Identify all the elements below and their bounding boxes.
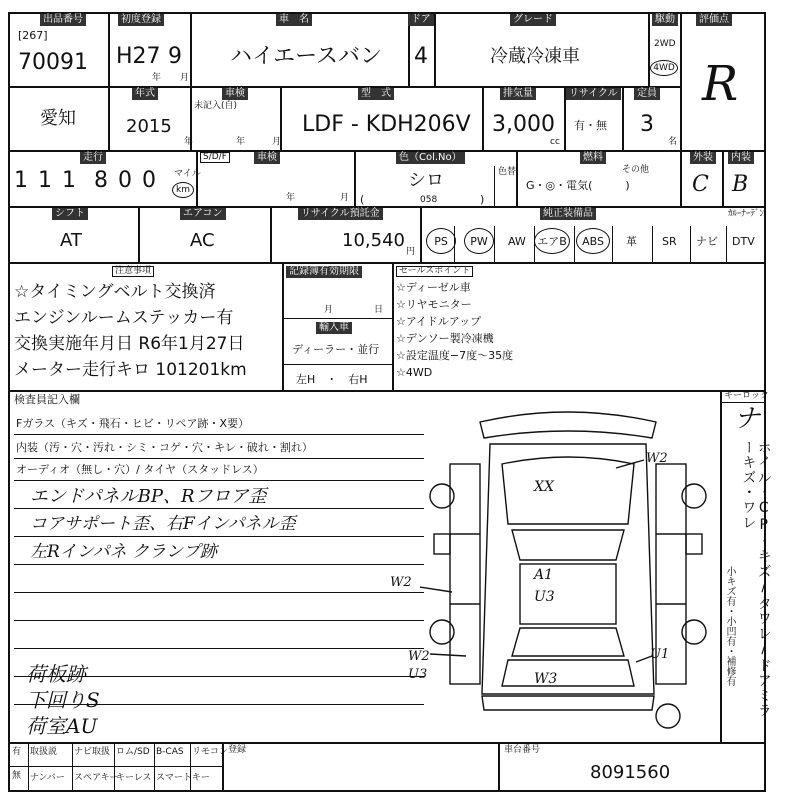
header-model-year: 年式 xyxy=(132,88,158,100)
color-name: シロ xyxy=(408,170,444,191)
header-notes: 注意事項 xyxy=(112,266,154,277)
interior-grade: B xyxy=(732,172,749,197)
diagram-mark-center1: A1 xyxy=(534,567,554,583)
equipment-airbag: エアB xyxy=(534,228,570,254)
model-year-unit: 年 xyxy=(184,137,194,147)
header-exterior: 外装 xyxy=(690,152,716,164)
handle-options: 左H ・ 右H xyxy=(296,373,368,386)
inspection-year: 年 xyxy=(236,137,246,147)
side-legend-2: 小キズ有・小凹有・補修有 xyxy=(724,566,735,686)
header-grade: グレード xyxy=(510,14,556,26)
diagram-mark-right-top: W2 xyxy=(646,451,668,466)
inspector-line: オーディオ（無し・穴）/ タイヤ（スタッドレス） xyxy=(16,463,264,476)
diagram-mark-left-low2: U3 xyxy=(408,667,428,682)
first-reg-year-unit: 年 xyxy=(152,73,162,83)
model-value: LDF - KDH206V xyxy=(302,112,471,137)
header-venue: 出品番号 xyxy=(40,14,86,26)
equipment-ps: PS xyxy=(426,228,456,254)
header-record-period: 記録簿有効期限 xyxy=(286,266,362,278)
bottom-mark-no: 無 xyxy=(12,771,22,781)
region-value: 愛知 xyxy=(40,108,76,129)
doors-value: 4 xyxy=(414,44,428,69)
exterior-grade: C xyxy=(692,172,709,197)
import-options: ディーラー・並行 xyxy=(292,343,380,356)
inspection-month: 月 xyxy=(272,137,282,147)
keylock-mark: ナ xyxy=(734,404,761,434)
inspection-note: 未記入(自) xyxy=(194,101,238,111)
handwritten-note: 荷板跡 xyxy=(26,662,86,686)
bottom-option: B-CAS xyxy=(156,747,184,757)
notes-line: エンジンルームステッカー有 xyxy=(14,308,234,328)
header-equipment: 純正装備品 xyxy=(540,208,596,220)
recycle-fee-value: 10,540 xyxy=(342,230,405,251)
header-interior: 内装 xyxy=(728,152,754,164)
bottom-option: ナンバー xyxy=(30,773,65,783)
record-period-day: 日 xyxy=(374,305,384,315)
spare-wheel-shape xyxy=(656,704,680,728)
left-mirror-shape xyxy=(434,534,450,554)
shift-value: AT xyxy=(60,230,82,251)
rear-bumper-shape xyxy=(482,696,654,710)
handwritten-note: 荷室AU xyxy=(26,714,98,738)
header-recycle-fee: リサイクル預託金 xyxy=(298,208,383,220)
record-period-month: 月 xyxy=(324,305,334,315)
handwritten-note: エンドパネルBP、Rフロア歪 xyxy=(30,486,267,507)
inspector-line: Fガラス（キズ・飛石・ヒビ・リペア跡・X要） xyxy=(16,417,250,430)
inspection-date-month: 月 xyxy=(340,193,350,203)
fuel-options: G・◎・電気( ) xyxy=(526,179,630,192)
bottom-option: リモコン xyxy=(192,747,229,757)
header-doors: ドア xyxy=(408,14,434,26)
bottom-option: 取扱説 xyxy=(30,747,58,757)
equipment-abs: ABS xyxy=(576,228,610,254)
header-shift: シフト xyxy=(52,208,88,220)
model-year-value: 2015 xyxy=(126,116,172,137)
equipment-dtv: DTV xyxy=(732,235,755,248)
chassis-number: 8091560 xyxy=(590,762,671,783)
mileage-digit: 1 xyxy=(62,168,76,193)
diagram-mark-right-low: U1 xyxy=(650,647,670,662)
bottom-option: ナビ取扱 xyxy=(74,747,111,757)
diagram-mark-bottom: W3 xyxy=(534,671,558,687)
mileage-digit: 1 xyxy=(14,168,28,193)
score-value: R xyxy=(702,56,739,112)
equipment-navi: ナビ xyxy=(696,235,718,248)
equipment-leather: 革 xyxy=(626,235,637,248)
first-reg-month: 9 xyxy=(168,44,182,69)
side-legend: ホイル・CP・キズ/タワレ/ドアミラーキズ・ワレ xyxy=(740,440,772,718)
header-capacity: 定員 xyxy=(634,88,660,100)
equipment-pw: PW xyxy=(464,228,494,254)
rear-window-shape xyxy=(512,628,624,656)
mileage-digit: 0 xyxy=(118,168,132,193)
sales-point: ☆4WD xyxy=(396,366,433,379)
aircon-value: AC xyxy=(190,230,215,251)
header-car-name: 車 名 xyxy=(276,14,312,26)
handwritten-note: 下回りS xyxy=(26,688,100,712)
header-fuel: 燃料 xyxy=(580,152,606,164)
sales-point: ☆アイドルアップ xyxy=(396,315,482,328)
diagram-mark-center2: U3 xyxy=(534,589,555,605)
header-first-reg: 初度登録 xyxy=(118,14,164,26)
equipment-aw: AW xyxy=(508,235,526,248)
import-label: 輸入車 xyxy=(316,322,352,334)
handwritten-note: 左Rインパネ クランプ跡 xyxy=(30,542,218,562)
bottom-option: スペアキー xyxy=(74,773,119,783)
first-reg-month-unit: 月 xyxy=(180,73,190,83)
mileage-unit-km: km xyxy=(172,182,194,198)
drive-option-4wd: 4WD xyxy=(650,60,678,76)
right-mirror-shape xyxy=(686,534,702,554)
header-inspection-date: 車検 xyxy=(254,152,280,164)
grade-value: 冷蔵冷凍車 xyxy=(490,46,580,67)
front-bumper-shape xyxy=(480,412,656,438)
equipment-extra: ｶﾙｰﾅｰﾃﾞﾝ xyxy=(728,209,765,219)
bottom-option: スマートキー xyxy=(156,773,210,783)
inspection-date-year: 年 xyxy=(286,193,296,203)
bottom-option: ロム/SD xyxy=(116,747,150,757)
drive-option-2wd: 2WD xyxy=(654,39,676,49)
recycle-fee-unit: 円 xyxy=(406,247,416,257)
header-mileage: 走行 xyxy=(80,152,106,164)
header-displacement: 排気量 xyxy=(500,88,536,100)
sales-point: ☆設定温度−7度〜35度 xyxy=(396,349,514,362)
windshield-shape xyxy=(512,530,624,560)
header-aircon: エアコン xyxy=(180,208,226,220)
displacement-value: 3,000 xyxy=(492,112,555,137)
diagram-mark-left-low1: W2 xyxy=(408,649,430,664)
header-registration: 登録 xyxy=(228,745,247,755)
diagram-mark-left-mid: W2 xyxy=(390,575,412,590)
header-score: 評価点 xyxy=(696,14,732,26)
lot-number: 70091 xyxy=(18,50,88,75)
diagram-mark-top: XX xyxy=(534,479,554,495)
displacement-unit: cc xyxy=(550,137,560,147)
trunk-shape xyxy=(502,660,634,686)
color-code: 058 xyxy=(420,195,438,205)
header-recycle: リサイクル xyxy=(566,88,621,100)
color-change-label: 色替 xyxy=(498,167,517,177)
notes-line: ☆タイミングベルト交換済 xyxy=(14,282,216,302)
header-color: 色（Col.No） xyxy=(396,152,465,164)
lot-code: [267] xyxy=(18,29,48,42)
sdj-note: S/D/F xyxy=(200,152,230,163)
mileage-digits xyxy=(14,170,164,198)
car-name: ハイエースバン xyxy=(230,44,383,69)
sales-point: ☆デンソー製冷凍機 xyxy=(396,332,494,345)
mileage-digit: 1 xyxy=(38,168,52,193)
color-paren-close: ) xyxy=(480,193,485,206)
bottom-option: キーレス xyxy=(116,773,152,783)
sales-point: ☆ディーゼル車 xyxy=(396,281,471,294)
vehicle-damage-diagram xyxy=(420,404,716,740)
notes-line: 交換実施年月日 R6年1月27日 xyxy=(14,334,245,354)
recycle-options: 有・無 xyxy=(574,119,607,132)
header-inspector: 検査員記入欄 xyxy=(14,393,80,406)
header-inspection: 車検 xyxy=(222,88,248,100)
mileage-digit: 0 xyxy=(142,168,156,193)
hood-shape xyxy=(502,457,634,524)
mileage-digit: 8 xyxy=(94,168,108,193)
header-keylock: キーロック xyxy=(724,391,769,401)
equipment-sr: SR xyxy=(662,235,677,248)
header-model: 型 式 xyxy=(358,88,394,100)
sales-point: ☆リヤモニター xyxy=(396,298,472,311)
fuel-other: その他 xyxy=(622,165,650,175)
bottom-mark-yes: 有 xyxy=(12,747,22,757)
notes-line: メーター走行キロ 101201km xyxy=(14,360,247,380)
header-drive: 駆動 xyxy=(652,14,678,26)
header-chassis-no: 車台番号 xyxy=(504,745,541,755)
color-paren-open: ( xyxy=(360,193,365,206)
capacity-value: 3 xyxy=(640,112,654,137)
header-sales-points: セールスポイント xyxy=(396,266,473,277)
inspector-line: 内装（汚・穴・汚れ・シミ・コゲ・穴・キレ・破れ・割れ） xyxy=(16,441,313,454)
equipment-list xyxy=(424,224,764,260)
handwritten-note: コアサポート歪、右Fインパネル歪 xyxy=(30,514,296,534)
first-reg-era-year: H27 xyxy=(116,44,161,69)
mileage-unit-mile: マイル xyxy=(174,169,201,179)
capacity-unit: 名 xyxy=(668,137,678,147)
